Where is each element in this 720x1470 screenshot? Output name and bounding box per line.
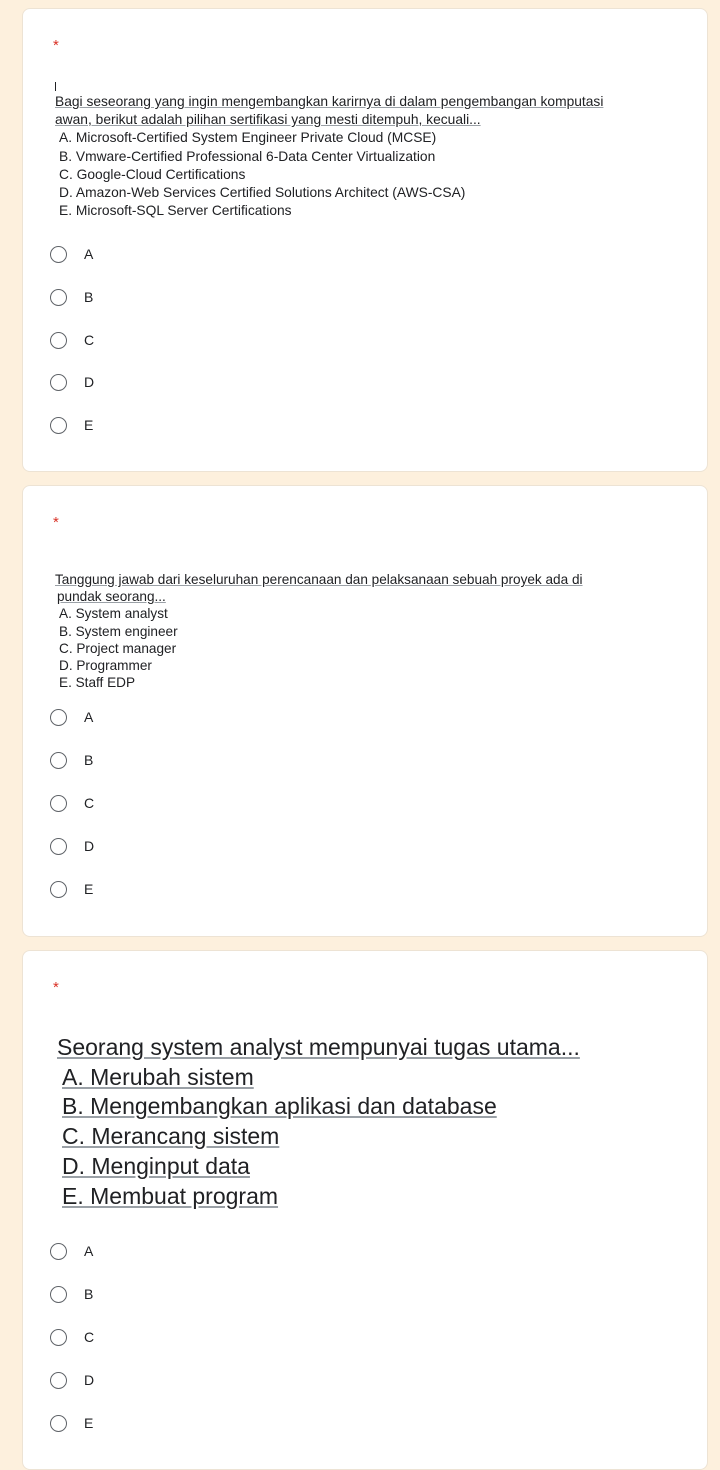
question-text — [55, 93, 683, 220]
option-text-d: D. Programmer — [59, 658, 152, 674]
radio-choice-a[interactable] — [50, 705, 93, 729]
choice-label: C — [84, 332, 95, 348]
radio-choice-b[interactable] — [50, 285, 93, 309]
choice-label: D — [84, 1372, 95, 1388]
radio-button[interactable] — [50, 1415, 67, 1432]
option-text-d: D. Menginput data — [62, 1152, 250, 1179]
radio-button[interactable] — [50, 795, 67, 812]
radio-button[interactable] — [50, 332, 67, 349]
choice-label: E — [84, 881, 94, 897]
radio-button[interactable] — [50, 246, 67, 263]
radio-button[interactable] — [50, 1329, 67, 1346]
question-line: Bagi seseorang yang ingin mengembangkan karirnya di dalam pengembangan komputasi — [55, 94, 604, 109]
question-card-2 — [22, 485, 708, 937]
question-line: Seorang system analyst mempunyai tugas utama... — [57, 1034, 580, 1060]
radio-button[interactable] — [50, 374, 67, 391]
radio-choice-c[interactable] — [50, 791, 94, 815]
radio-button[interactable] — [50, 838, 67, 855]
choice-label: E — [84, 1415, 94, 1431]
choice-label: D — [84, 838, 95, 854]
question-card-1 — [22, 8, 708, 472]
radio-choice-b[interactable] — [50, 1282, 93, 1306]
radio-choice-e[interactable] — [50, 1411, 93, 1435]
radio-choice-e[interactable] — [50, 413, 93, 437]
option-text-e: E. Membuat program — [62, 1182, 279, 1209]
choice-label: D — [84, 374, 95, 390]
option-text-b: B. System engineer — [59, 623, 178, 639]
radio-choice-a[interactable] — [50, 242, 93, 266]
choice-label: A — [84, 246, 94, 262]
choice-label: A — [84, 1243, 94, 1259]
radio-choice-d[interactable] — [50, 370, 94, 394]
option-text-b: B. Vmware-Certified Professional 6-Data Center Virtualization — [59, 148, 436, 164]
radio-button[interactable] — [50, 1243, 67, 1260]
option-text-c: C. Merancang sistem — [62, 1123, 280, 1150]
text-cursor — [55, 82, 56, 91]
option-text-e: E. Microsoft-SQL Server Certifications — [59, 203, 292, 219]
radio-button[interactable] — [50, 1286, 67, 1303]
radio-button[interactable] — [50, 881, 67, 898]
radio-choice-d[interactable] — [50, 834, 94, 858]
option-text-a: A. Merubah sistem — [62, 1063, 254, 1090]
radio-choice-e[interactable] — [50, 877, 93, 901]
radio-choice-b[interactable] — [50, 748, 93, 772]
question-text — [55, 1033, 683, 1211]
option-text-a: A. Microsoft-Certified System Engineer Private Cloud (MCSE) — [59, 130, 437, 146]
radio-choice-d[interactable] — [50, 1368, 94, 1392]
radio-button[interactable] — [50, 417, 67, 434]
required-marker: * — [53, 979, 59, 996]
option-text-c: C. Google-Cloud Certifications — [59, 166, 246, 182]
choice-label: C — [84, 1329, 95, 1345]
radio-choice-c[interactable] — [50, 328, 94, 352]
question-line: pundak seorang... — [57, 589, 166, 605]
radio-button[interactable] — [50, 752, 67, 769]
choice-label: B — [84, 289, 94, 305]
radio-button[interactable] — [50, 709, 67, 726]
radio-choice-c[interactable] — [50, 1325, 94, 1349]
option-text-e: E. Staff EDP — [59, 675, 136, 691]
radio-button[interactable] — [50, 1372, 67, 1389]
required-marker: * — [53, 37, 59, 54]
question-text — [55, 571, 683, 691]
choice-label: B — [84, 1286, 94, 1302]
required-marker: * — [53, 514, 59, 531]
radio-button[interactable] — [50, 289, 67, 306]
choice-label: B — [84, 752, 94, 768]
choice-label: E — [84, 417, 94, 433]
option-text-a: A. System analyst — [59, 606, 168, 622]
option-text-d: D. Amazon-Web Services Certified Solutions Architect (AWS-CSA) — [59, 185, 466, 201]
option-text-c: C. Project manager — [59, 640, 177, 656]
choice-label: C — [84, 795, 95, 811]
question-line: awan, berikut adalah pilihan sertifikasi yang mesti ditempuh, kecuali... — [55, 112, 481, 128]
option-text-b: B. Mengembangkan aplikasi dan database — [62, 1093, 497, 1120]
question-card-3 — [22, 950, 708, 1470]
question-line: Tanggung jawab dari keseluruhan perencanaan dan pelaksanaan sebuah proyek ada di — [55, 572, 583, 587]
choice-label: A — [84, 709, 94, 725]
radio-choice-a[interactable] — [50, 1239, 93, 1263]
